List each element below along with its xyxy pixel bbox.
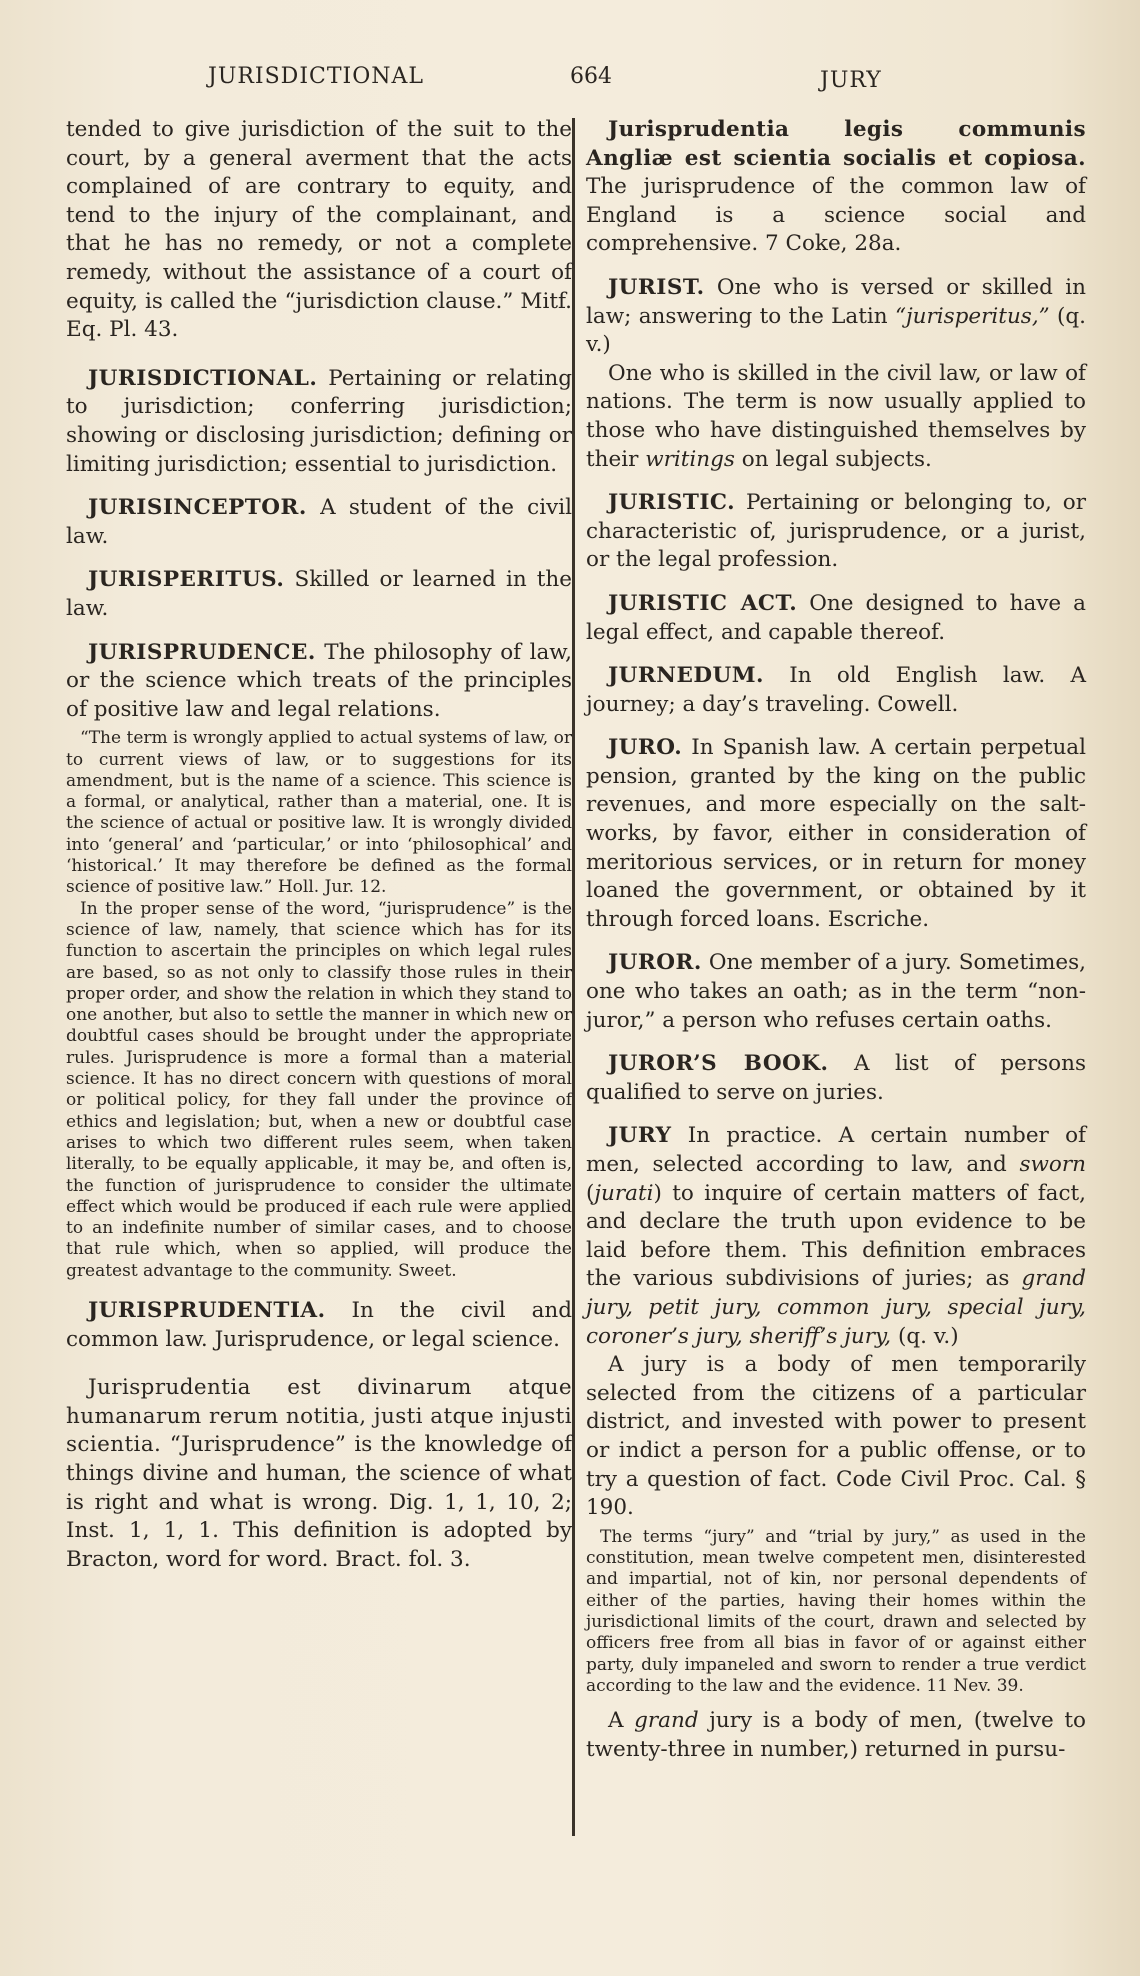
headword: JURISTIC. <box>608 490 736 516</box>
entry-jurisperitus <box>66 566 572 623</box>
entry-continuation <box>66 116 572 345</box>
entry-jurist <box>586 274 1086 474</box>
term-sworn: sworn <box>1019 1152 1086 1177</box>
quotation-sweet: In the proper sense of the word, “jurisprudence” is the science of law, namely, that science which has for its function to ascertain the principles on which legal rules are based, so as not only to classify those rules in their proper order, and show the relation in which they stand to one another, but also to settle the manner in which new or doubtful cases should be brought under the appropriate rules. Jurisprudence is more a formal than a material science. It has no direct concern with questions of moral or political policy, for they fall under the province of ethics and legislation; but, when a new or doubtful case arises to which two different rules seem, when taken literally, to be equally applicable, it may be, and often is, the function of jurisprudence to consider the ultimate effect which would be produced if each rule were applied to an indefinite number of similar cases, and to choose that rule which, when so applied, will produce the greatest advantage to the community. Sweet. <box>66 898 572 1281</box>
cross-reference: (q. v.) <box>891 1323 959 1349</box>
entry-jurisprudence <box>66 639 572 1283</box>
latin-maxim: Jurisprudentia est divinarum atque humanarum rerum notitia, justi atque injusti scientia. <box>66 1375 572 1458</box>
entry-jurisprudentia <box>66 1297 572 1354</box>
headword: JUROR’S BOOK. <box>608 1051 829 1077</box>
maxim-translation: The jurisprudence of the common law of England is a science social and comprehensive. 7 Coke, 28a. <box>586 174 1086 257</box>
entry-jury <box>586 1122 1086 1764</box>
definition: Pertaining or belonging to, or characteristic of, jurisprudence, or a jurist, or the legal profession. <box>586 490 1086 573</box>
headword: JURISPRUDENTIA. <box>88 1298 326 1323</box>
running-header <box>60 64 1100 104</box>
definition: In practice. A certain number of men, selected according to law, and <box>586 1123 1086 1177</box>
definition-2: One who is skilled in the civil law, or law of nations. The term is now usually applied to those who have distinguished themselves by their <box>586 360 1086 472</box>
definition: In old English law. A journey; a day’s traveling. Cowell. <box>586 663 1086 717</box>
definition: One who is versed or skilled in law; answering to the Latin <box>586 274 1086 329</box>
definition: Pertaining or relating to jurisdiction; conferring jurisdiction; showing or disclosing jurisdiction; defining or limiting jurisdiction; essential to jurisdiction. <box>66 365 572 477</box>
maxim-translation: “Jurisprudence” is the knowledge of things divine and human, the science of what is right and what is wrong. Dig. 1, 1, 10, 2; Inst. 1, 1, 1. This definition is adopted by Bracton, word for word. Bract. fol. 3. <box>66 1432 572 1572</box>
emphasis: writings <box>645 446 735 472</box>
definition: A student of the civil law. <box>66 495 572 549</box>
entry-juristic-act <box>586 590 1086 647</box>
headword: JURY <box>608 1123 672 1149</box>
grand-jury-text: A <box>608 1708 635 1734</box>
entry-jurors-book <box>586 1050 1086 1107</box>
term-grand: grand <box>634 1708 699 1734</box>
entry-jurisinceptor <box>66 494 572 551</box>
definition: In the civil and common law. Jurisprudence, or legal science. <box>66 1298 572 1352</box>
term-jurati: jurati <box>594 1180 654 1206</box>
continuation-text: tended to give jurisdiction of the suit to the court, by a general averment that the acts complained of are contrary to equity, and tend to the injury of the complainant, and that he has no remedy, or not a complete remedy, without the assistance of a court of equity, is called the “jurisdiction clause.” Mitf. Eq. Pl. 43. <box>66 117 572 343</box>
headword: JURISPRUDENCE. <box>88 639 316 665</box>
headword: JURISINCEPTOR. <box>88 495 307 521</box>
entry-juror <box>586 949 1086 1035</box>
definition-part: ( <box>586 1180 595 1206</box>
definition: One designed to have a legal effect, and capable thereof. <box>586 590 1086 645</box>
entry-maxim-right <box>586 116 1086 259</box>
jury-quotation <box>586 1527 1086 1697</box>
entry-maxim-left <box>66 1374 572 1574</box>
quotation-holland: “The term is wrongly applied to actual systems of law, or to current views of law, or to suggestions for its amendment, but is the name of a science. This science is a formal, or analytical, rather than a material, one. It is the science of actual or positive law. It is wrongly divided into ‘general’ and ‘particular,’ or into ‘philosophical’ and ‘historical.’ It may therefore be defined as the formal science of positive law.” Holl. Jur. 12. <box>66 728 572 898</box>
headword: JURISDICTIONAL. <box>88 365 318 391</box>
right-column <box>586 116 1086 1779</box>
definition-2-end: on legal subjects. <box>734 446 932 472</box>
cross-reference: (q. v.) <box>586 303 1086 358</box>
definition: Skilled or learned in the law. <box>66 567 572 621</box>
entry-juro <box>586 734 1086 934</box>
header-left-guide-word: JURISDICTIONAL <box>208 64 424 89</box>
headword: JURIST. <box>608 274 705 300</box>
headword: JURO. <box>608 735 683 761</box>
headword: JUROR. <box>608 950 702 976</box>
column-divider <box>572 118 575 1836</box>
definition: In Spanish law. A certain perpetual pension, granted by the king on the public revenues, and more especially on the salt-works, by favor, either in consideration of meritorious services, or in return for money loaned the government, or obtained by it through forced loans. Escriche. <box>586 735 1086 932</box>
definition: A list of persons qualified to serve on juries. <box>586 1051 1086 1105</box>
headword: JURISPERITUS. <box>88 567 285 593</box>
latin-maxim: Jurisprudentia legis communis Angliæ est scientia socialis et copiosa. <box>586 117 1086 171</box>
header-right-guide-word: JURY <box>820 68 882 93</box>
grand-jury-text-end: jury is a body of men, (twelve to twenty-three in number,) returned in pursu- <box>586 1708 1086 1762</box>
definition: One member of a jury. Sometimes, one who takes an oath; as in the term “non-juror,” a person who refuses certain oaths. <box>586 950 1086 1033</box>
entry-jurnedum <box>586 662 1086 719</box>
jurisprudence-quotations <box>66 728 572 1282</box>
jury-definition-2: A jury is a body of men temporarily selected from the citizens of a particular district, and invested with power to present or indict a person for a public offense, or to try a question of fact. Code Civil Proc. Cal. § 190. <box>586 1352 1086 1521</box>
latin-term: “jurisperitus,” <box>894 303 1050 329</box>
left-column <box>66 116 572 1589</box>
definition-part: ) to inquire of certain matters of fact, and declare the truth upon evidence to be laid before them. This definition embraces the various subdivisions of juries; as <box>586 1180 1086 1292</box>
definition: The philosophy of law, or the science which treats of the principles of positive law and legal relations. <box>66 639 572 722</box>
entry-jurisdictional <box>66 365 572 479</box>
quotation-nevada: The terms “jury” and “trial by jury,” as used in the constitution, mean twelve competent men, disinterested and impartial, not of kin, nor personal dependents of either of the parties, having their homes within the jurisdictional limits of the court, drawn and selected by officers free from all bias in favor of or against either party, duly impaneled and sworn to render a true verdict according to the law and the evidence. 11 Nev. 39. <box>586 1526 1086 1696</box>
headword: JURISTIC ACT. <box>608 590 798 616</box>
entry-juristic <box>586 489 1086 575</box>
headword: JURNEDUM. <box>608 663 765 689</box>
page-number: 664 <box>570 64 612 89</box>
jury-kinds: grand jury, petit jury, common jury, special jury, coroner’s jury, sheriff’s jury, <box>586 1266 1086 1349</box>
